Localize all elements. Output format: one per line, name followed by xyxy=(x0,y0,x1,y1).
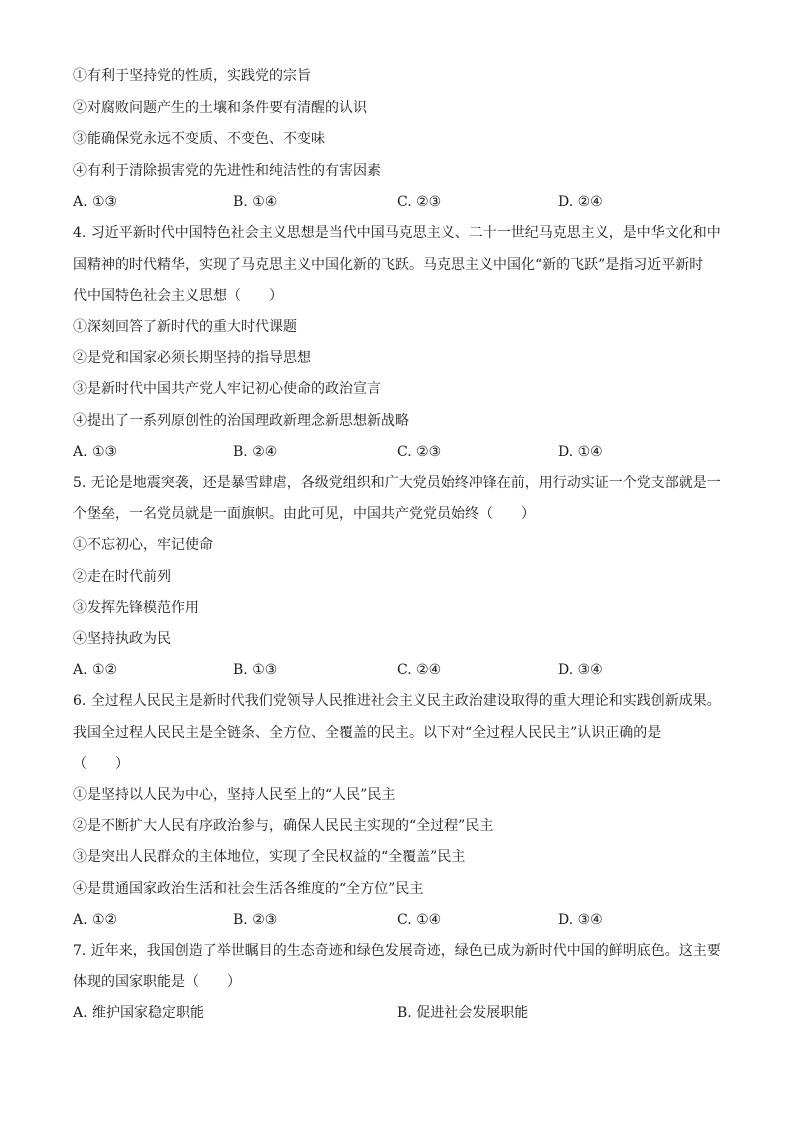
q6-option-d: D. ③④ xyxy=(558,912,603,928)
q3-option-c: C. ②③ xyxy=(397,194,442,210)
q5-stem-line-2: 个堡垒，一名党员就是一面旗帜。由此可见，中国共产党党员始终（ ） xyxy=(73,506,535,522)
q4-option-d: D. ①④ xyxy=(558,444,603,460)
q5-stem-line-1: 5. 无论是地震突袭，还是暴雪肆虐，各级党组织和广大党员始终冲锋在前，用行动实证一个党支部就是一 xyxy=(73,475,721,491)
q4-stem-line-1: 4. 习近平新时代中国特色社会主义思想是当代中国马克思主义、二十一世纪马克思主义，是中华文化和中 xyxy=(73,225,721,241)
q6-item-1: ①是坚持以人民为中心，坚持人民至上的“人民”民主 xyxy=(73,787,396,803)
q6-option-c: C. ①④ xyxy=(397,912,442,928)
q4-item-3: ③是新时代中国共产党人牢记初心使命的政治宣言 xyxy=(73,381,381,397)
q3-item-3: ③能确保党永远不变质、不变色、不变味 xyxy=(73,131,325,147)
q5-item-3: ③发挥先锋模范作用 xyxy=(73,600,199,616)
q7-stem-line-2: 体现的国家职能是（ ） xyxy=(73,974,241,990)
q6-stem-line-3: （ ） xyxy=(73,756,129,772)
q4-item-4: ④提出了一系列原创性的治国理政新理念新思想新战略 xyxy=(73,413,409,429)
q6-stem-line-2: 我国全过程人民民主是全链条、全方位、全覆盖的民主。以下对“全过程人民民主”认识正确的是 xyxy=(73,725,662,741)
q5-item-4: ④坚持执政为民 xyxy=(73,631,171,647)
q4-stem-line-3: 代中国特色社会主义思想（ ） xyxy=(73,288,283,304)
q6-item-2: ②是不断扩大人民有序政治参与，确保人民民主实现的“全过程”民主 xyxy=(73,818,494,834)
q6-stem-line-1: 6. 全过程人民民主是新时代我们党领导人民推进社会主义民主政治建设取得的重大理论和实践创新成果。 xyxy=(73,693,721,709)
q5-item-1: ①不忘初心，牢记使命 xyxy=(73,537,213,553)
q7-option-b: B. 促进社会发展职能 xyxy=(397,1005,529,1021)
q3-item-1: ①有利于坚持党的性质，实践党的宗旨 xyxy=(73,68,311,84)
q5-option-c: C. ②④ xyxy=(397,662,442,678)
q4-option-c: C. ②③ xyxy=(397,444,442,460)
q4-item-1: ①深刻回答了新时代的重大时代课题 xyxy=(73,319,297,335)
q3-option-a: A. ①③ xyxy=(73,194,118,210)
q4-option-a: A. ①③ xyxy=(73,444,118,460)
q4-option-b: B. ②④ xyxy=(233,444,278,460)
q4-stem-line-2: 国精神的时代精华，实现了马克思主义中国化新的飞跃。马克思主义中国化“新的飞跃”是指习近平新时 xyxy=(73,257,704,273)
q5-option-d: D. ③④ xyxy=(558,662,603,678)
q3-item-4: ④有利于清除损害党的先进性和纯洁性的有害因素 xyxy=(73,163,381,179)
q7-option-a: A. 维护国家稳定职能 xyxy=(73,1005,205,1021)
q4-item-2: ②是党和国家必须长期坚持的指导思想 xyxy=(73,350,311,366)
q7-stem-line-1: 7. 近年来，我国创造了举世瞩目的生态奇迹和绿色发展奇迹，绿色已成为新时代中国的鲜明底色。这主要 xyxy=(73,943,721,959)
q5-option-b: B. ①③ xyxy=(233,662,278,678)
q3-option-d: D. ②④ xyxy=(558,194,603,210)
q5-option-a: A. ①② xyxy=(73,662,118,678)
q6-item-4: ④是贯通国家政治生活和社会生活各维度的“全方位”民主 xyxy=(73,881,424,897)
q6-item-3: ③是突出人民群众的主体地位，实现了全民权益的“全覆盖”民主 xyxy=(73,849,466,865)
q3-option-b: B. ①④ xyxy=(233,194,278,210)
q5-item-2: ②走在时代前列 xyxy=(73,569,171,585)
q3-item-2: ②对腐败问题产生的土壤和条件要有清醒的认识 xyxy=(73,100,367,116)
q6-option-b: B. ②③ xyxy=(233,912,278,928)
q6-option-a: A. ①② xyxy=(73,912,118,928)
